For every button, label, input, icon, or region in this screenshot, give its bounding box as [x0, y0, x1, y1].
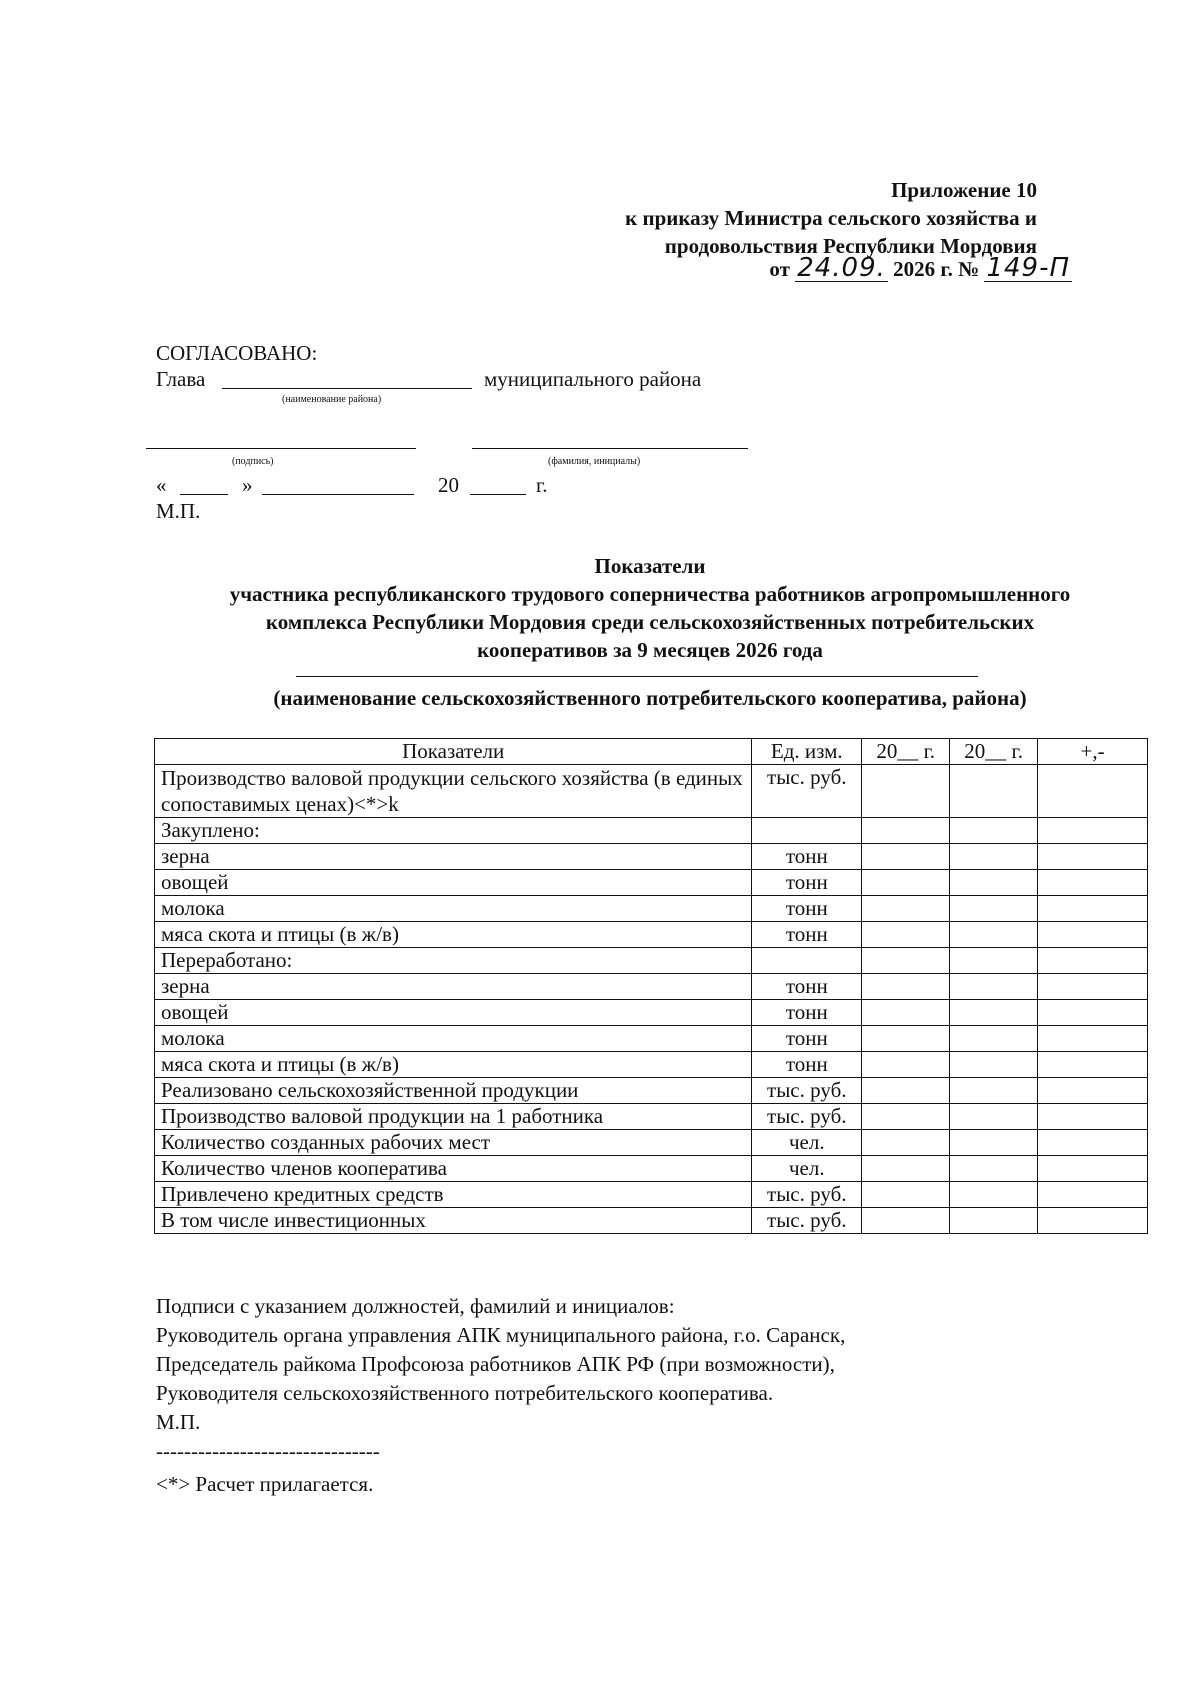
order-date-line: [769, 254, 1072, 284]
handwritten-order-number: 149-П: [986, 253, 1070, 283]
value-cell-year-2[interactable]: [950, 896, 1038, 922]
value-cell-year-2[interactable]: [950, 1000, 1038, 1026]
value-cell-difference[interactable]: [1038, 1026, 1148, 1052]
value-cell-difference[interactable]: [1038, 844, 1148, 870]
value-cell-year-1[interactable]: [862, 1182, 950, 1208]
value-cell-year-1[interactable]: [862, 1052, 950, 1078]
table-row: [155, 844, 1148, 870]
value-cell-year-2[interactable]: [950, 1078, 1038, 1104]
municipal-district-text: муниципального района: [484, 367, 702, 391]
value-cell-year-1[interactable]: [862, 1104, 950, 1130]
value-cell-year-1[interactable]: [862, 765, 950, 818]
indicator-name-cell: зерна: [155, 974, 752, 1000]
indicator-name-cell: Переработано:: [155, 948, 752, 974]
header-year-2: 20__ г.: [950, 739, 1038, 765]
table-row: [155, 1182, 1148, 1208]
signatory-3: Руководителя сельскохозяйственного потребительского кооператива.: [156, 1381, 774, 1405]
value-cell-year-2[interactable]: [950, 818, 1038, 844]
table-row: [155, 1104, 1148, 1130]
value-cell-year-1[interactable]: [862, 844, 950, 870]
indicator-name-cell: мяса скота и птицы (в ж/в): [155, 922, 752, 948]
value-cell-difference[interactable]: [1038, 922, 1148, 948]
indicator-name-cell: Закуплено:: [155, 818, 752, 844]
value-cell-difference[interactable]: [1038, 948, 1148, 974]
quote-open: «: [156, 473, 167, 497]
document-title: [150, 552, 1150, 664]
signature-line: [146, 448, 416, 449]
indicators-table: [154, 738, 1148, 1234]
indicator-name-cell: Количество созданных рабочих мест: [155, 1130, 752, 1156]
value-cell-difference[interactable]: [1038, 1208, 1148, 1234]
value-cell-year-2[interactable]: [950, 1156, 1038, 1182]
value-cell-difference[interactable]: [1038, 1182, 1148, 1208]
year-line: [470, 494, 526, 495]
indicator-name-cell: молока: [155, 896, 752, 922]
handwritten-date: 24.09.: [797, 253, 886, 283]
value-cell-year-1[interactable]: [862, 1026, 950, 1052]
unit-cell: тыс. руб.: [752, 1208, 862, 1234]
table-row: [155, 870, 1148, 896]
value-cell-difference[interactable]: [1038, 1052, 1148, 1078]
value-cell-year-1[interactable]: [862, 870, 950, 896]
agreed-label: СОГЛАСОВАНО:: [156, 341, 318, 365]
footnote-separator: --------------------------------: [156, 1439, 380, 1463]
header-difference: +,-: [1038, 739, 1148, 765]
footnote: <*> Расчет прилагается.: [156, 1472, 374, 1496]
footer-stamp-label: М.П.: [156, 1410, 201, 1434]
signature-caption: (подпись): [232, 456, 274, 467]
value-cell-year-2[interactable]: [950, 765, 1038, 818]
value-cell-difference[interactable]: [1038, 1104, 1148, 1130]
stamp-label: М.П.: [156, 499, 201, 523]
table-row: [155, 922, 1148, 948]
header-unit: Ед. изм.: [752, 739, 862, 765]
indicator-name-cell: Привлечено кредитных средств: [155, 1182, 752, 1208]
value-cell-year-2[interactable]: [950, 1208, 1038, 1234]
value-cell-year-1[interactable]: [862, 974, 950, 1000]
table-row: [155, 1026, 1148, 1052]
value-cell-difference[interactable]: [1038, 870, 1148, 896]
value-cell-difference[interactable]: [1038, 1000, 1148, 1026]
order-reference: к приказу Министра сельского хозяйства и: [625, 206, 1037, 230]
day-line: [180, 494, 228, 495]
value-cell-year-1[interactable]: [862, 922, 950, 948]
value-cell-difference[interactable]: [1038, 765, 1148, 818]
table-row: [155, 896, 1148, 922]
value-cell-year-2[interactable]: [950, 870, 1038, 896]
appendix-header: [625, 176, 1037, 260]
table-row: [155, 1000, 1148, 1026]
value-cell-year-2[interactable]: [950, 1052, 1038, 1078]
quote-close: »: [242, 473, 253, 497]
district-name-line: [222, 388, 472, 389]
name-caption: (фамилия, инициалы): [548, 456, 641, 467]
order-year: 2026 г. №: [893, 257, 980, 281]
value-cell-year-1[interactable]: [862, 1208, 950, 1234]
unit-cell: тонн: [752, 844, 862, 870]
indicator-name-cell: зерна: [155, 844, 752, 870]
indicator-name-cell: Производство валовой продукции на 1 работника: [155, 1104, 752, 1130]
value-cell-year-2[interactable]: [950, 948, 1038, 974]
unit-cell: тонн: [752, 922, 862, 948]
value-cell-year-2[interactable]: [950, 1026, 1038, 1052]
value-cell-difference[interactable]: [1038, 896, 1148, 922]
value-cell-year-1[interactable]: [862, 1000, 950, 1026]
value-cell-difference[interactable]: [1038, 1130, 1148, 1156]
signatory-1: Руководитель органа управления АПК муниципального района, г.о. Саранск,: [156, 1323, 846, 1347]
title-line-2: участника республиканского трудового соперничества работников агропромышленного: [229, 582, 1071, 606]
table-row: [155, 765, 1148, 818]
value-cell-year-1[interactable]: [862, 818, 950, 844]
ministry-name: продовольствия Республики Мордовия: [664, 234, 1037, 258]
value-cell-year-2[interactable]: [950, 1130, 1038, 1156]
unit-cell: тонн: [752, 1052, 862, 1078]
unit-cell: чел.: [752, 1156, 862, 1182]
unit-cell: чел.: [752, 1130, 862, 1156]
unit-cell: тыс. руб.: [752, 1078, 862, 1104]
from-prefix: от: [769, 257, 790, 281]
unit-cell: [752, 818, 862, 844]
title-line-1: Показатели: [594, 554, 706, 578]
unit-cell: [752, 948, 862, 974]
value-cell-year-2[interactable]: [950, 922, 1038, 948]
indicator-name-cell: мяса скота и птицы (в ж/в): [155, 1052, 752, 1078]
value-cell-year-1[interactable]: [862, 1130, 950, 1156]
unit-cell: тонн: [752, 974, 862, 1000]
year-prefix: 20: [438, 473, 459, 497]
header-indicators: Показатели: [155, 739, 752, 765]
table-row: [155, 1208, 1148, 1234]
value-cell-year-2[interactable]: [950, 974, 1038, 1000]
name-line: [472, 448, 748, 449]
indicators-table-body: [155, 739, 1148, 1234]
table-row: [155, 948, 1148, 974]
header-year-1: 20__ г.: [862, 739, 950, 765]
appendix-number: Приложение 10: [891, 178, 1037, 202]
signatures-block: [156, 1292, 845, 1499]
value-cell-year-2[interactable]: [950, 1182, 1038, 1208]
month-line: [262, 494, 414, 495]
table-row: [155, 1078, 1148, 1104]
title-line-3: комплекса Республики Мордовия среди сельскохозяйственных потребительских: [265, 610, 1035, 634]
value-cell-difference[interactable]: [1038, 1156, 1148, 1182]
value-cell-difference[interactable]: [1038, 974, 1148, 1000]
indicator-name-cell: овощей: [155, 870, 752, 896]
indicator-name-cell: молока: [155, 1026, 752, 1052]
cooperative-caption: (наименование сельскохозяйственного потребительского кооператива, района): [273, 686, 1027, 710]
year-suffix: г.: [536, 473, 548, 497]
table-row: [155, 1156, 1148, 1182]
head-label: Глава: [156, 367, 206, 391]
title-line-4: кооперативов за 9 месяцев 2026 года: [477, 638, 823, 662]
district-caption: (наименование района): [282, 394, 382, 405]
indicator-name-cell: В том числе инвестиционных: [155, 1208, 752, 1234]
value-cell-year-1[interactable]: [862, 1156, 950, 1182]
table-row: [155, 974, 1148, 1000]
unit-cell: тонн: [752, 896, 862, 922]
unit-cell: тонн: [752, 1026, 862, 1052]
value-cell-difference[interactable]: [1038, 818, 1148, 844]
value-cell-year-2[interactable]: [950, 1104, 1038, 1130]
indicator-name-cell: Реализовано сельскохозяйственной продукции: [155, 1078, 752, 1104]
signatory-2: Председатель райкома Профсоюза работников АПК РФ (при возможности),: [156, 1352, 835, 1376]
table-header-row: [155, 739, 1148, 765]
table-row: [155, 1052, 1148, 1078]
table-row: [155, 1130, 1148, 1156]
indicator-name-cell: Количество членов кооператива: [155, 1156, 752, 1182]
cooperative-name-line: [296, 676, 978, 677]
unit-cell: тонн: [752, 1000, 862, 1026]
indicator-name-cell: овощей: [155, 1000, 752, 1026]
indicator-name-cell: Производство валовой продукции сельского хозяйства (в единых сопоставимых ценах)<*>k: [155, 765, 752, 818]
unit-cell: тыс. руб.: [752, 1182, 862, 1208]
unit-cell: тыс. руб.: [752, 765, 862, 818]
unit-cell: тонн: [752, 870, 862, 896]
table-row: [155, 818, 1148, 844]
value-cell-year-1[interactable]: [862, 1078, 950, 1104]
value-cell-year-2[interactable]: [950, 844, 1038, 870]
value-cell-difference[interactable]: [1038, 1078, 1148, 1104]
value-cell-year-1[interactable]: [862, 896, 950, 922]
unit-cell: тыс. руб.: [752, 1104, 862, 1130]
value-cell-year-1[interactable]: [862, 948, 950, 974]
signatures-intro: Подписи с указанием должностей, фамилий и инициалов:: [156, 1294, 675, 1318]
